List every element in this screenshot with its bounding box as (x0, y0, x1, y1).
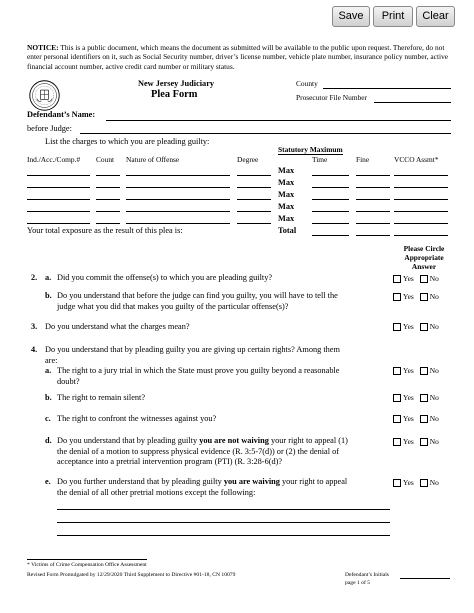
yes-checkbox[interactable] (393, 479, 401, 487)
vcco-field[interactable] (394, 187, 448, 188)
no-label: No (429, 437, 439, 446)
col-fine-header: Fine (356, 155, 370, 164)
nature-field[interactable] (126, 175, 230, 176)
no-checkbox[interactable] (420, 438, 428, 446)
answer-4b (393, 393, 439, 402)
vcco-field[interactable] (394, 223, 448, 224)
question-2b-text: Do you understand that before the judge can find you guilty, you will have to tell the judge what you did that makes you guilty of the particular offense(s)? (57, 291, 338, 311)
answer-4c (393, 414, 439, 423)
revised-notice: Revised Form Promulgated by 12/29/2020 Third Supplement to Directive #01-18, CN 10079 (27, 572, 236, 578)
vcco-field[interactable] (394, 211, 448, 212)
prosecutor-file-field[interactable] (374, 102, 451, 103)
question-4-intro: Do you understand that by pleading guilty you are giving up certain rights? Among them are: (45, 345, 340, 365)
yes-label: Yes (403, 478, 414, 487)
question-2b-letter: b. (45, 291, 52, 300)
yes-label: Yes (403, 366, 414, 375)
count-field[interactable] (96, 199, 120, 200)
max-label: Max (278, 190, 295, 199)
fine-field[interactable] (356, 211, 390, 212)
count-field[interactable] (96, 223, 120, 224)
question-4a-letter: a. (45, 366, 52, 375)
print-button[interactable]: Print (373, 6, 413, 27)
col-degree-header: Degree (237, 155, 259, 164)
yes-label: Yes (403, 393, 414, 402)
exposure-label: Your total exposure as the result of this plea is: (27, 226, 183, 235)
yes-label: Yes (403, 322, 414, 331)
count-field[interactable] (96, 175, 120, 176)
col-ind-header: Ind./Acc./Comp.# (27, 155, 81, 164)
degree-field[interactable] (237, 223, 271, 224)
yes-label: Yes (403, 292, 414, 301)
time-field[interactable] (312, 187, 349, 188)
no-checkbox[interactable] (420, 275, 428, 283)
question-number-3: 3. (31, 322, 38, 331)
time-field[interactable] (312, 223, 349, 224)
notice-text: This is a public document, which means the document as submitted will be available to the public upon request. Therefore, do not enter personal identifiers on it, such as Social Security number, driver’s license number, vehicle plate number, insurance policy number, active financial account number, active credit card number or military status. (27, 43, 449, 71)
charges-intro: List the charges to which you are pleading guilty: (45, 137, 210, 146)
count-field[interactable] (96, 211, 120, 212)
question-4e-text: Do you further understand that by pleading guilty you are waiving your right to appeal the denial of all other pretrial motions except the following: (57, 477, 348, 497)
col-nature-header: Nature of Offense (126, 155, 180, 164)
judiciary-seal-icon (29, 80, 60, 111)
answer-3 (393, 322, 439, 331)
no-label: No (429, 414, 439, 423)
notice-label: NOTICE: (27, 43, 59, 52)
no-label: No (429, 322, 439, 331)
ind-field[interactable] (27, 223, 90, 224)
judge-label: before Judge: (27, 124, 72, 133)
yes-label: Yes (403, 437, 414, 446)
count-field[interactable] (96, 187, 120, 188)
time-field[interactable] (312, 175, 349, 176)
county-label: County (296, 79, 318, 88)
max-label: Max (278, 166, 295, 175)
no-label: No (429, 478, 439, 487)
no-checkbox[interactable] (420, 479, 428, 487)
vcco-field[interactable] (394, 175, 448, 176)
answer-4d (393, 437, 439, 446)
degree-field[interactable] (237, 175, 271, 176)
no-label: No (429, 292, 439, 301)
vcco-field[interactable] (394, 199, 448, 200)
question-4d-text: Do you understand that by pleading guilty you are not waiving your right to appeal (1) the denial of a motion to suppress physical evidence (R. 3:5-7(d)) or (2) the denial of acceptance into a pretrial intervention program (PTI) (R. 3:28-6(d)? (57, 436, 348, 466)
initials-field[interactable] (400, 578, 450, 579)
question-2a-letter: a. (45, 273, 52, 282)
answer-4e (393, 478, 439, 487)
degree-field[interactable] (237, 199, 271, 200)
yes-checkbox[interactable] (393, 275, 401, 283)
col-time-header: Time (312, 155, 328, 164)
no-label: No (429, 393, 439, 402)
notice-paragraph (27, 43, 457, 71)
question-4b-letter: b. (45, 393, 52, 402)
no-checkbox[interactable] (420, 415, 428, 423)
answer-2b (393, 292, 439, 301)
prosecutor-file-label: Prosecutor File Number (296, 93, 368, 102)
page-number: page 1 of 5 (345, 580, 371, 586)
yes-checkbox[interactable] (393, 438, 401, 446)
total-label: Total (278, 226, 297, 235)
form-title: Plea Form (151, 89, 198, 100)
degree-field[interactable] (237, 211, 271, 212)
no-checkbox[interactable] (420, 323, 428, 331)
fine-field[interactable] (356, 187, 390, 188)
no-checkbox[interactable] (420, 367, 428, 375)
defendant-name-field[interactable] (106, 120, 451, 121)
footnote-divider (27, 559, 147, 560)
fine-field[interactable] (356, 175, 390, 176)
question-2a-text: Did you commit the offense(s) to which you are pleading guilty? (57, 273, 273, 282)
no-label: No (429, 274, 439, 283)
nature-field[interactable] (126, 211, 230, 212)
judiciary-name: New Jersey Judiciary (138, 79, 215, 88)
yes-label: Yes (403, 274, 414, 283)
answer-2a (393, 274, 439, 283)
initials-label: Defendant’s Initials (345, 572, 389, 578)
motion-exception-line[interactable] (57, 509, 390, 510)
question-4e-letter: e. (45, 477, 51, 486)
circle-answer-header: Please Circle Appropriate Answer (403, 244, 445, 271)
statutory-maximum-label: Statutory Maximum (278, 145, 343, 154)
question-3-text: Do you understand what the charges mean? (45, 322, 190, 331)
ind-field[interactable] (27, 187, 90, 188)
motion-exception-line[interactable] (57, 522, 390, 523)
col-vcco-header: VCCO Assmt* (394, 155, 439, 164)
answer-4a (393, 366, 439, 375)
yes-checkbox[interactable] (393, 394, 401, 402)
no-label: No (429, 366, 439, 375)
max-label: Max (278, 214, 295, 223)
ind-field[interactable] (27, 199, 90, 200)
footnote: * Victims of Crime Compensation Office Assessment (27, 562, 147, 568)
fine-field[interactable] (356, 223, 390, 224)
yes-checkbox[interactable] (393, 323, 401, 331)
save-button[interactable]: Save (332, 6, 370, 27)
no-checkbox[interactable] (420, 293, 428, 301)
yes-checkbox[interactable] (393, 367, 401, 375)
judge-field[interactable] (80, 133, 451, 134)
motion-exception-line[interactable] (57, 535, 390, 536)
county-field[interactable] (323, 88, 451, 89)
time-field[interactable] (312, 211, 349, 212)
ind-field[interactable] (27, 211, 90, 212)
yes-checkbox[interactable] (393, 415, 401, 423)
yes-checkbox[interactable] (393, 293, 401, 301)
nature-field[interactable] (126, 187, 230, 188)
max-label: Max (278, 202, 295, 211)
total-fine-field[interactable] (356, 235, 390, 236)
question-4d-letter: d. (45, 436, 52, 445)
col-count-header: Count (96, 155, 115, 164)
question-number-2: 2. (31, 273, 38, 282)
no-checkbox[interactable] (420, 394, 428, 402)
degree-field[interactable] (237, 187, 271, 188)
question-4a-text: The right to a jury trial in which the State must prove you guilty beyond a reasonable doubt? (57, 366, 340, 386)
total-time-field[interactable] (312, 235, 349, 236)
question-4b-text: The right to remain silent? (57, 393, 146, 402)
max-label: Max (278, 178, 295, 187)
defendant-name-label: Defendant’s Name: (27, 110, 96, 119)
question-4c-text: The right to confront the witnesses against you? (57, 414, 217, 423)
total-vcco-field[interactable] (394, 235, 448, 236)
question-4c-letter: c. (45, 414, 51, 423)
yes-label: Yes (403, 414, 414, 423)
time-field[interactable] (312, 199, 349, 200)
nature-field[interactable] (126, 223, 230, 224)
ind-field[interactable] (27, 175, 90, 176)
question-number-4: 4. (31, 345, 38, 354)
clear-button[interactable]: Clear (416, 6, 455, 27)
fine-field[interactable] (356, 199, 390, 200)
nature-field[interactable] (126, 199, 230, 200)
